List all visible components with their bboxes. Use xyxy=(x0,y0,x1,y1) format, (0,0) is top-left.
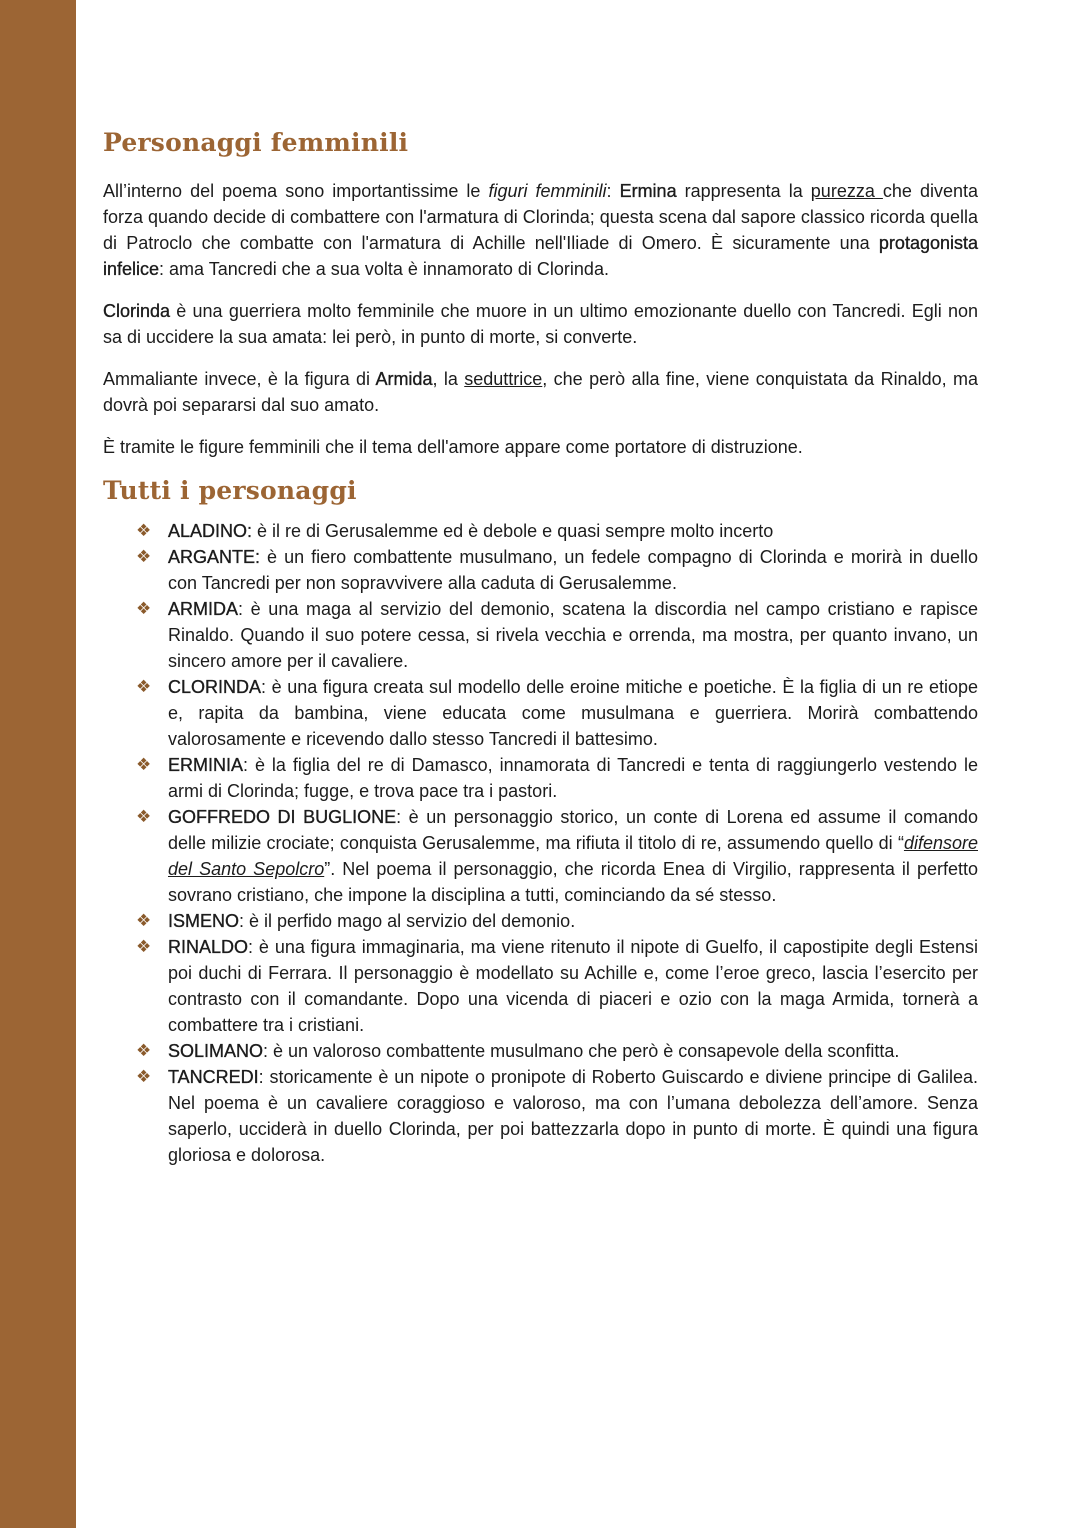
section-title-all-characters: Tutti i personaggi xyxy=(103,476,357,505)
character-list xyxy=(103,518,978,1168)
paragraph-armida xyxy=(103,366,978,418)
list-item xyxy=(103,674,978,752)
list-item xyxy=(103,596,978,674)
italic-underlined-title: difensore del Santo Sepolcro xyxy=(168,833,978,879)
character-description: è il re di Gerusalemme ed è debole e quasi sempre molto incerto xyxy=(252,521,774,541)
text-run: : ama Tancredi che a sua volta è innamorato di Clorinda. xyxy=(159,259,609,279)
character-name: ARGANTE: xyxy=(168,547,261,567)
diamond-bullet-icon: ❖ xyxy=(136,807,152,826)
diamond-bullet-icon: ❖ xyxy=(136,599,152,618)
character-name: ERMINIA xyxy=(168,755,244,775)
paragraph-conclusion: È tramite le figure femminili che il tema dell'amore appare come portatore di distruzione. xyxy=(103,437,803,457)
character-description: è un fiero combattente musulmano, un fedele compagno di Clorinda e morirà in duello con Tancredi per non sopravvivere alla caduta di Gerusalemme. xyxy=(168,547,978,593)
character-name: RINALDO xyxy=(168,937,249,957)
text-run: Ammaliante invece, è la figura di xyxy=(103,369,376,389)
character-description: : è il perfido mago al servizio del demonio. xyxy=(239,911,576,931)
diamond-bullet-icon: ❖ xyxy=(136,1041,152,1060)
diamond-bullet-icon: ❖ xyxy=(136,1067,152,1086)
diamond-bullet-icon: ❖ xyxy=(136,911,152,930)
text-run: All’interno del poema sono importantissime le xyxy=(103,181,489,201)
text-run: , la xyxy=(432,369,465,389)
character-description: : è una figura creata sul modello delle eroine mitiche e poetiche. È la figlia di un re etiope e, rapita da bambina, viene educata come musulmana e guerriera. Morirà combattendo valorosamente e ricevendo dallo stesso Tancredi il battesimo. xyxy=(168,677,978,749)
character-name: ISMENO xyxy=(168,911,240,931)
page-content xyxy=(103,126,978,1168)
underlined-text: seduttrice xyxy=(464,369,543,389)
list-item xyxy=(103,934,978,1038)
text-run: : xyxy=(606,181,620,201)
bold-text: protagonista infelice xyxy=(103,233,978,279)
diamond-bullet-icon: ❖ xyxy=(136,547,152,566)
bold-name-ermina: Ermina xyxy=(619,181,677,201)
section-title-female-characters: Personaggi femminili xyxy=(103,128,409,157)
paragraph-clorinda xyxy=(103,298,978,350)
character-name: ALADINO: xyxy=(168,521,253,541)
text-run: , che però alla fine, viene conquistata da Rinaldo, ma dovrà poi separarsi dal suo amato. xyxy=(103,369,978,415)
list-item xyxy=(103,518,978,544)
diamond-bullet-icon: ❖ xyxy=(136,755,152,774)
list-item xyxy=(103,804,978,908)
character-description: ”. Nel poema il personaggio, che ricorda Enea di Virgilio, rappresenta il perfetto sovrano cristiano, che impone la disciplina a tutti, cominciando da sé stesso. xyxy=(168,859,978,905)
text-run: rappresenta la xyxy=(676,181,811,201)
character-description: : è un personaggio storico, un conte di Lorena ed assume il comando delle milizie crociate; conquista Gerusalemme, ma rifiuta il titolo di re, assumendo quello di “ xyxy=(168,807,978,853)
character-name: ARMIDA xyxy=(168,599,239,619)
character-description: : è una figura immaginaria, ma viene ritenuto il nipote di Guelfo, il capostipite degli Estensi poi duchi di Ferrara. Il personaggio è modellato su Achille e, come l’eroe greco, lascia l’esercito per contrasto con il comandante. Dopo una vicenda di piaceri e ozio con la maga Armida, tornerà a combattere tra i cristiani. xyxy=(168,937,978,1035)
diamond-bullet-icon: ❖ xyxy=(136,677,152,696)
character-description: : è la figlia del re di Damasco, innamorata di Tancredi e tenta di raggiungerlo vestendo le armi di Clorinda; fugge, e trova pace tra i pastori. xyxy=(168,755,978,801)
bold-name-clorinda: Clorinda xyxy=(103,301,171,321)
text-run: è una guerriera molto femminile che muore in un ultimo emozionante duello con Tancredi. Egli non sa di uccidere la sua amata: lei però, in punto di morte, si converte. xyxy=(103,301,978,347)
character-description: : storicamente è un nipote o pronipote di Roberto Guiscardo e diviene principe di Galilea. Nel poema è un cavaliere coraggioso e valoroso, ma con l’umana debolezza dell’amore. Senza saperlo, ucciderà in duello Clorinda, per poi battezzarla dopo in punto di morte. È quindi una figura gloriosa e dolorosa. xyxy=(168,1067,978,1165)
list-item xyxy=(103,1064,978,1168)
decorative-side-band xyxy=(0,0,76,1528)
text-run: che diventa forza quando decide di combattere con l'armatura di Clorinda; questa scena dal sapore classico ricorda quella di Patroclo che combatte con l'armatura di Achille nell'Iliade di Omero. È sicuramente una xyxy=(103,181,978,253)
list-item xyxy=(103,908,978,934)
diamond-bullet-icon: ❖ xyxy=(136,521,152,540)
underlined-text: purezza xyxy=(810,181,883,201)
diamond-bullet-icon: ❖ xyxy=(136,937,152,956)
character-name: CLORINDA xyxy=(168,677,262,697)
paragraph-ermina xyxy=(103,178,978,282)
list-item xyxy=(103,752,978,804)
character-name: TANCREDI xyxy=(168,1067,259,1087)
emphasis-text: figuri femminili xyxy=(488,181,607,201)
character-description: : è una maga al servizio del demonio, scatena la discordia nel campo cristiano e rapisce Rinaldo. Quando il suo potere cessa, si rivela vecchia e orrenda, ma mostra, per quanto invano, un sincero amore per il cavaliere. xyxy=(168,599,978,671)
list-item xyxy=(103,544,978,596)
character-description: : è un valoroso combattente musulmano che però è consapevole della sconfitta. xyxy=(263,1041,900,1061)
bold-name-armida: Armida xyxy=(375,369,433,389)
list-item xyxy=(103,1038,978,1064)
character-name: GOFFREDO DI BUGLIONE xyxy=(168,807,397,827)
character-name: SOLIMANO xyxy=(168,1041,264,1061)
